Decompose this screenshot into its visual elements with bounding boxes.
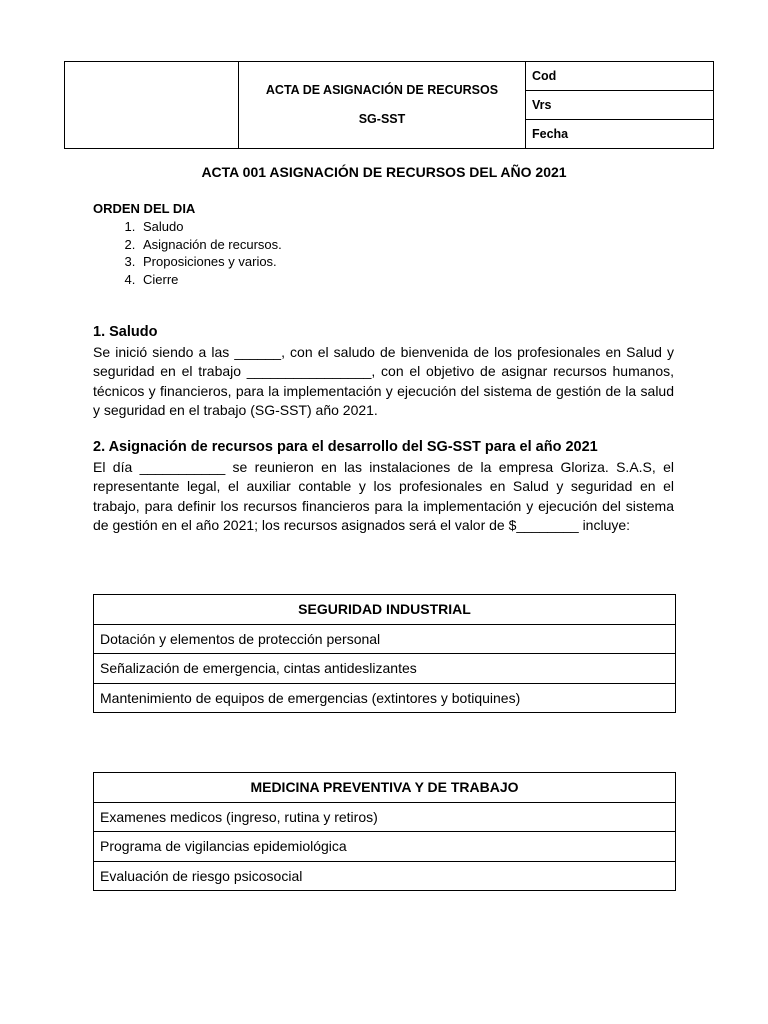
agenda-item: 2. Asignación de recursos. <box>139 236 282 254</box>
document-title: ACTA 001 ASIGNACIÓN DE RECURSOS DEL AÑO 2021 <box>201 164 567 180</box>
cod-label: Cod <box>526 62 714 91</box>
medicina-preventiva-table <box>93 772 676 891</box>
document-header <box>64 61 714 149</box>
logo-cell <box>65 62 239 149</box>
section-heading: 2. Asignación de recursos para el desarrollo del SG-SST para el año 2021 <box>93 439 598 455</box>
table-row: Dotación y elementos de protección personal <box>94 624 676 654</box>
agenda-title: ORDEN DEL DIA <box>93 201 196 216</box>
agenda-list <box>93 218 282 289</box>
agenda-item: 3. Proposiciones y varios. <box>139 253 282 271</box>
section-body: Se inició siendo a las ______, con el saludo de bienvenida de los profesionales en Salud y seguridad en el trabajo ________________, con el objetivo de asignar recursos humanos, técnicos y financieros, para la implementación y ejecución del sistema de gestión de la salud y seguridad en el trabajo (SG-SST) año 2021. <box>93 343 674 418</box>
agenda-item: 1. Saludo <box>139 218 282 236</box>
agenda <box>93 200 282 289</box>
header-title-cell <box>239 62 526 149</box>
section-asignacion <box>93 438 674 536</box>
table-row: Evaluación de riesgo psicosocial <box>94 861 676 891</box>
table-row: Programa de vigilancias epidemiológica <box>94 832 676 862</box>
table-row: Mantenimiento de equipos de emergencias (extintores y botiquines) <box>94 683 676 713</box>
agenda-item: 4. Cierre <box>139 271 282 289</box>
table-row: Examenes medicos (ingreso, rutina y retiros) <box>94 802 676 832</box>
header-title: ACTA DE ASIGNACIÓN DE RECURSOS <box>265 83 499 97</box>
fecha-label: Fecha <box>526 120 714 149</box>
table-heading: SEGURIDAD INDUSTRIAL <box>94 595 676 625</box>
header-subtitle: SG-SST <box>358 112 406 126</box>
section-body: El día ___________ se reunieron en las instalaciones de la empresa Gloriza. S.A.S, el representante legal, el auxiliar contable y los profesionales en Salud y seguridad en el trabajo, para definir los recursos financieros para la implementación y ejecución del sistema de gestión en el año 2021; los recursos asignados será el valor de $________ incluye: <box>93 458 674 533</box>
section-heading: 1. Saludo <box>93 324 158 340</box>
seguridad-industrial-table <box>93 594 676 713</box>
section-saludo <box>93 323 674 421</box>
table-heading: MEDICINA PREVENTIVA Y DE TRABAJO <box>94 773 676 803</box>
vrs-label: Vrs <box>526 91 714 120</box>
table-row: Señalización de emergencia, cintas antideslizantes <box>94 654 676 684</box>
